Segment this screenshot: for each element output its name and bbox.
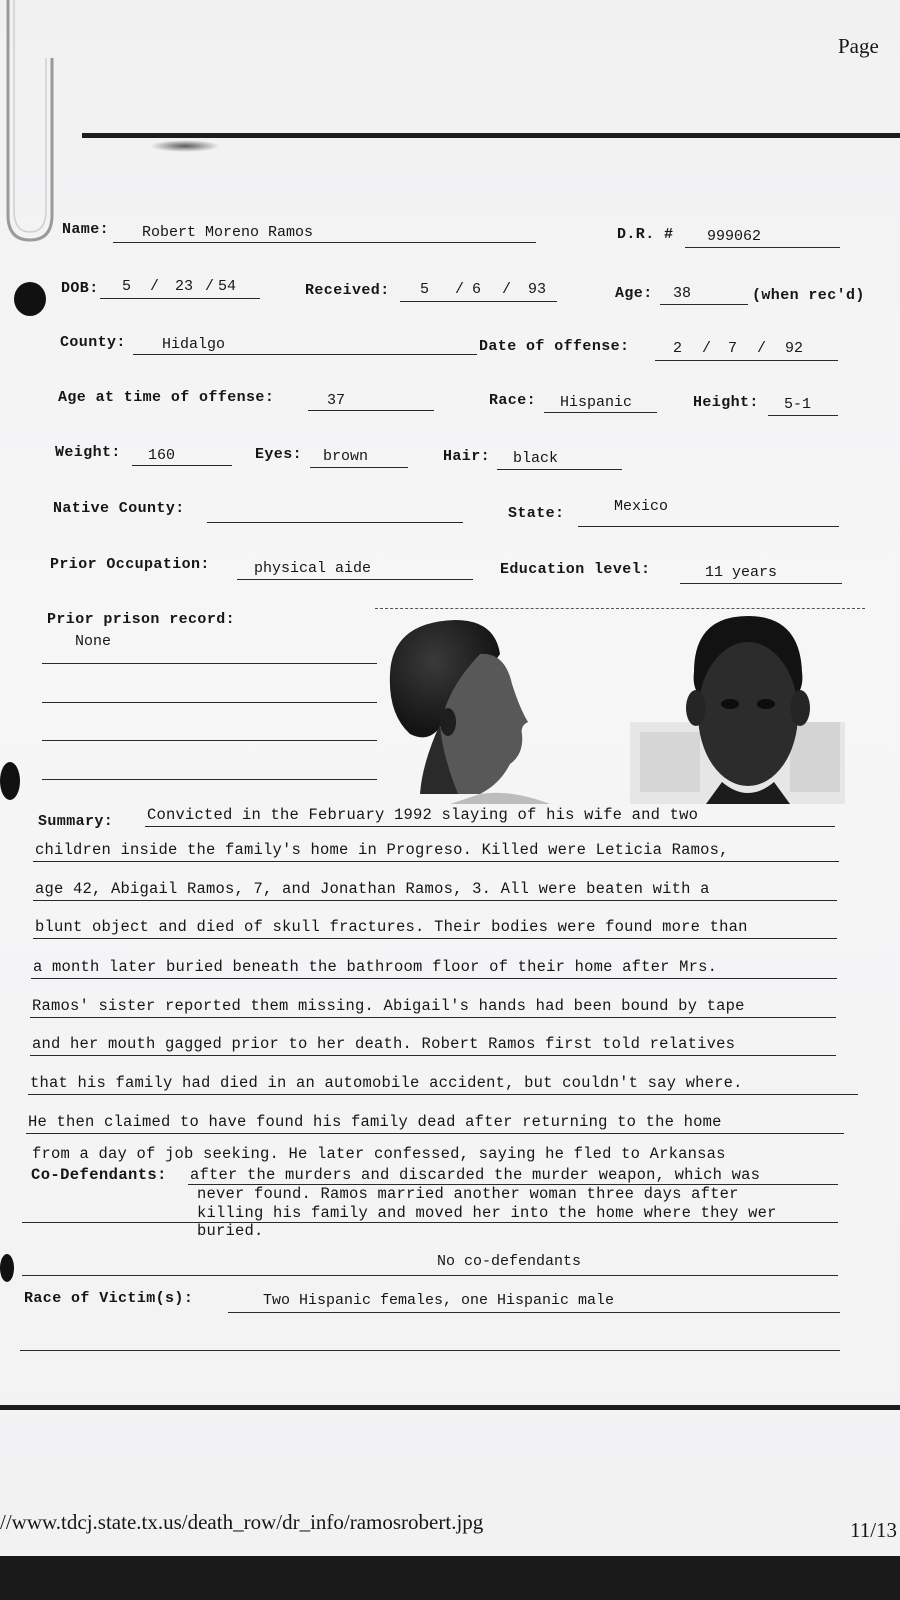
paperclip-icon [0, 0, 70, 250]
summary-continuation-line: after the murders and discarded the murder weapon, which was [190, 1166, 761, 1184]
dr-label: D.R. # [617, 226, 674, 243]
summary-line: from a day of job seeking. He later confessed, saying he fled to Arkansas [32, 1145, 726, 1163]
occupation-value: physical aide [254, 560, 372, 577]
summary-underline [33, 861, 839, 862]
summary-label: Summary: [38, 813, 114, 830]
name-value: Robert Moreno Ramos [142, 224, 314, 241]
ink-smudge [150, 140, 220, 152]
summary-line: Ramos' sister reported them missing. Abigail's hands had been bound by tape [32, 997, 745, 1015]
page-count: 11/13 [850, 1518, 898, 1542]
victim-race-value: Two Hispanic females, one Hispanic male [263, 1292, 615, 1309]
punch-hole [14, 282, 46, 316]
summary-continuation-line: killing his family and moved her into the home where they wer [197, 1204, 777, 1222]
dob-label: DOB: [61, 280, 99, 297]
age-offense-label: Age at time of offense: [58, 389, 275, 406]
received-label: Received: [305, 282, 390, 299]
hair-value: black [513, 450, 559, 467]
victim-race-label: Race of Victim(s): [24, 1290, 194, 1307]
education-label: Education level: [500, 561, 651, 578]
summary-underline [26, 1133, 844, 1134]
name-label: Name: [62, 221, 110, 238]
weight-value: 160 [148, 447, 176, 464]
race-value: Hispanic [560, 394, 633, 411]
prior-record-label: Prior prison record: [47, 611, 236, 628]
summary-line: blunt object and died of skull fractures. Their bodies were found more than [35, 918, 748, 936]
county-value: Hidalgo [162, 336, 226, 353]
dr-value: 999062 [707, 228, 762, 245]
prior-record-value: None [75, 633, 112, 650]
page-label: Page [838, 34, 879, 58]
age-offense-underline [308, 410, 434, 411]
name-underline [113, 242, 536, 243]
summary-line: a month later buried beneath the bathroom floor of their home after Mrs. [33, 958, 718, 976]
frontal-mugshot-photo [630, 612, 845, 804]
age-underline [660, 304, 748, 305]
weight-underline [132, 465, 232, 466]
state-underline [578, 526, 839, 527]
prior-record-line [42, 740, 377, 741]
height-label: Height: [693, 394, 759, 411]
codefendants-value: No co-defendants [437, 1253, 582, 1270]
offense-year: 92 [785, 340, 804, 357]
offense-date-label: Date of offense: [479, 338, 630, 355]
offense-date-underline [655, 360, 838, 361]
codefendants-line [22, 1222, 838, 1223]
eyes-value: brown [323, 448, 369, 465]
age-value: 38 [673, 285, 692, 302]
prior-record-line [42, 663, 377, 664]
summary-continuation-line: buried. [197, 1222, 264, 1240]
received-underline [400, 301, 557, 302]
age-offense-value: 37 [327, 392, 346, 409]
county-label: County: [60, 334, 126, 351]
hair-label: Hair: [443, 448, 491, 465]
eyes-label: Eyes: [255, 446, 303, 463]
education-underline [680, 583, 842, 584]
profile-mugshot-photo [380, 614, 560, 804]
height-value: 5-1 [784, 396, 812, 413]
summary-underline [28, 1094, 858, 1095]
occupation-underline [237, 579, 473, 580]
codefendants-underline [22, 1275, 838, 1276]
offense-day: 7 [728, 340, 738, 357]
codefendants-label: Co-Defendants: [31, 1166, 167, 1184]
page-url: //www.tdcj.state.tx.us/death_row/dr_info/ramosrobert.jpg [0, 1510, 484, 1534]
hair-underline [497, 469, 622, 470]
race-underline [544, 412, 657, 413]
received-year: 93 [528, 281, 547, 298]
summary-line: that his family had died in an automobile accident, but couldn't say where. [30, 1074, 743, 1092]
occupation-label: Prior Occupation: [50, 556, 210, 573]
age-note: (when rec'd) [752, 287, 865, 304]
punch-hole [0, 1254, 14, 1282]
dob-underline [100, 298, 260, 299]
summary-underline [33, 938, 837, 939]
victim-race-underline [228, 1312, 840, 1313]
summary-line: He then claimed to have found his family dead after returning to the home [28, 1113, 722, 1131]
photo-frame-line [375, 608, 865, 609]
state-label: State: [508, 505, 565, 522]
summary-underline [30, 1017, 836, 1018]
document-page: Page Name: Robert Moreno Ramos D.R. # 999062 DOB: 5 / 23 / 54 Received: 5 / 6 / 93 Age: 38 (when rec'd) County: Hidalgo Date of offense: 2 / 7 / 92 Age at time of offense: 37 Race: Hispanic Height: 5-1 Weight: 160 Eyes: brown Hair: black Native County: State: Mexico Prior Occupation: physical aide Education level: 11 years Prior prison record: None Summary: Convicted in the February 1992 slaying of his wife and two children inside the family's home in Progreso. Killed were Leticia Ramos, age 42, Abigail Ramos, 7, and Jonathan Ramos, 3. All were beaten with a blunt object and died of skull fractures. Their bodies were found more than a month later buried beneath the bathroom floor of their home after Mrs. Ramos' sister reported them missing. Abigail's hands had been bound by tape and her mouth gagged prior to her death. Robert Ramos first told relatives that his family had died in an automobile accident, but couldn't say where. He then claimed to have found his family dead after returning to the home from a day of job seeking. He later confessed, saying he fled to Arkansas Co-Defendants: after the murders and discarded the murder weapon, which was never found. Ramos married another woman three days after killing his family and moved her into the home where they wer buried. No co-defendants Race of Victim(s): Two Hispanic females, one Hispanic male //www.tdcj.state.tx.us/death_row/dr_info/ramosrobert.jpg 11/13 [0, 0, 900, 1556]
summary-underline [30, 1055, 836, 1056]
weight-label: Weight: [55, 444, 121, 461]
summary-underline [31, 978, 837, 979]
summary-underline [33, 900, 837, 901]
summary-continuation-line: never found. Ramos married another woman three days after [197, 1185, 739, 1203]
blank-line [20, 1350, 840, 1351]
dr-underline [685, 247, 840, 248]
bottom-rule [0, 1405, 900, 1410]
dob-month: 5 [122, 278, 132, 295]
education-value: 11 years [705, 564, 778, 581]
prior-record-line [42, 779, 377, 780]
height-underline [768, 415, 838, 416]
race-label: Race: [489, 392, 537, 409]
received-day: 6 [472, 281, 482, 298]
state-value: Mexico [614, 498, 669, 515]
eyes-underline [310, 467, 408, 468]
summary-line: and her mouth gagged prior to her death. Robert Ramos first told relatives [32, 1035, 736, 1053]
received-month: 5 [420, 281, 430, 298]
summary-line: children inside the family's home in Progreso. Killed were Leticia Ramos, [35, 841, 729, 859]
offense-month: 2 [673, 340, 683, 357]
dob-day: 23 [175, 278, 194, 295]
dob-year: 54 [218, 278, 237, 295]
summary-line: age 42, Abigail Ramos, 7, and Jonathan Ramos, 3. All were beaten with a [35, 880, 710, 898]
summary-underline [145, 826, 835, 827]
native-county-underline [207, 522, 463, 523]
county-underline [133, 354, 477, 355]
top-rule [82, 133, 900, 138]
summary-line: Convicted in the February 1992 slaying of his wife and two [147, 806, 699, 824]
punch-hole [0, 762, 20, 800]
native-county-label: Native County: [53, 500, 185, 517]
age-label: Age: [615, 285, 653, 302]
prior-record-line [42, 702, 377, 703]
summary-underline [188, 1184, 838, 1185]
